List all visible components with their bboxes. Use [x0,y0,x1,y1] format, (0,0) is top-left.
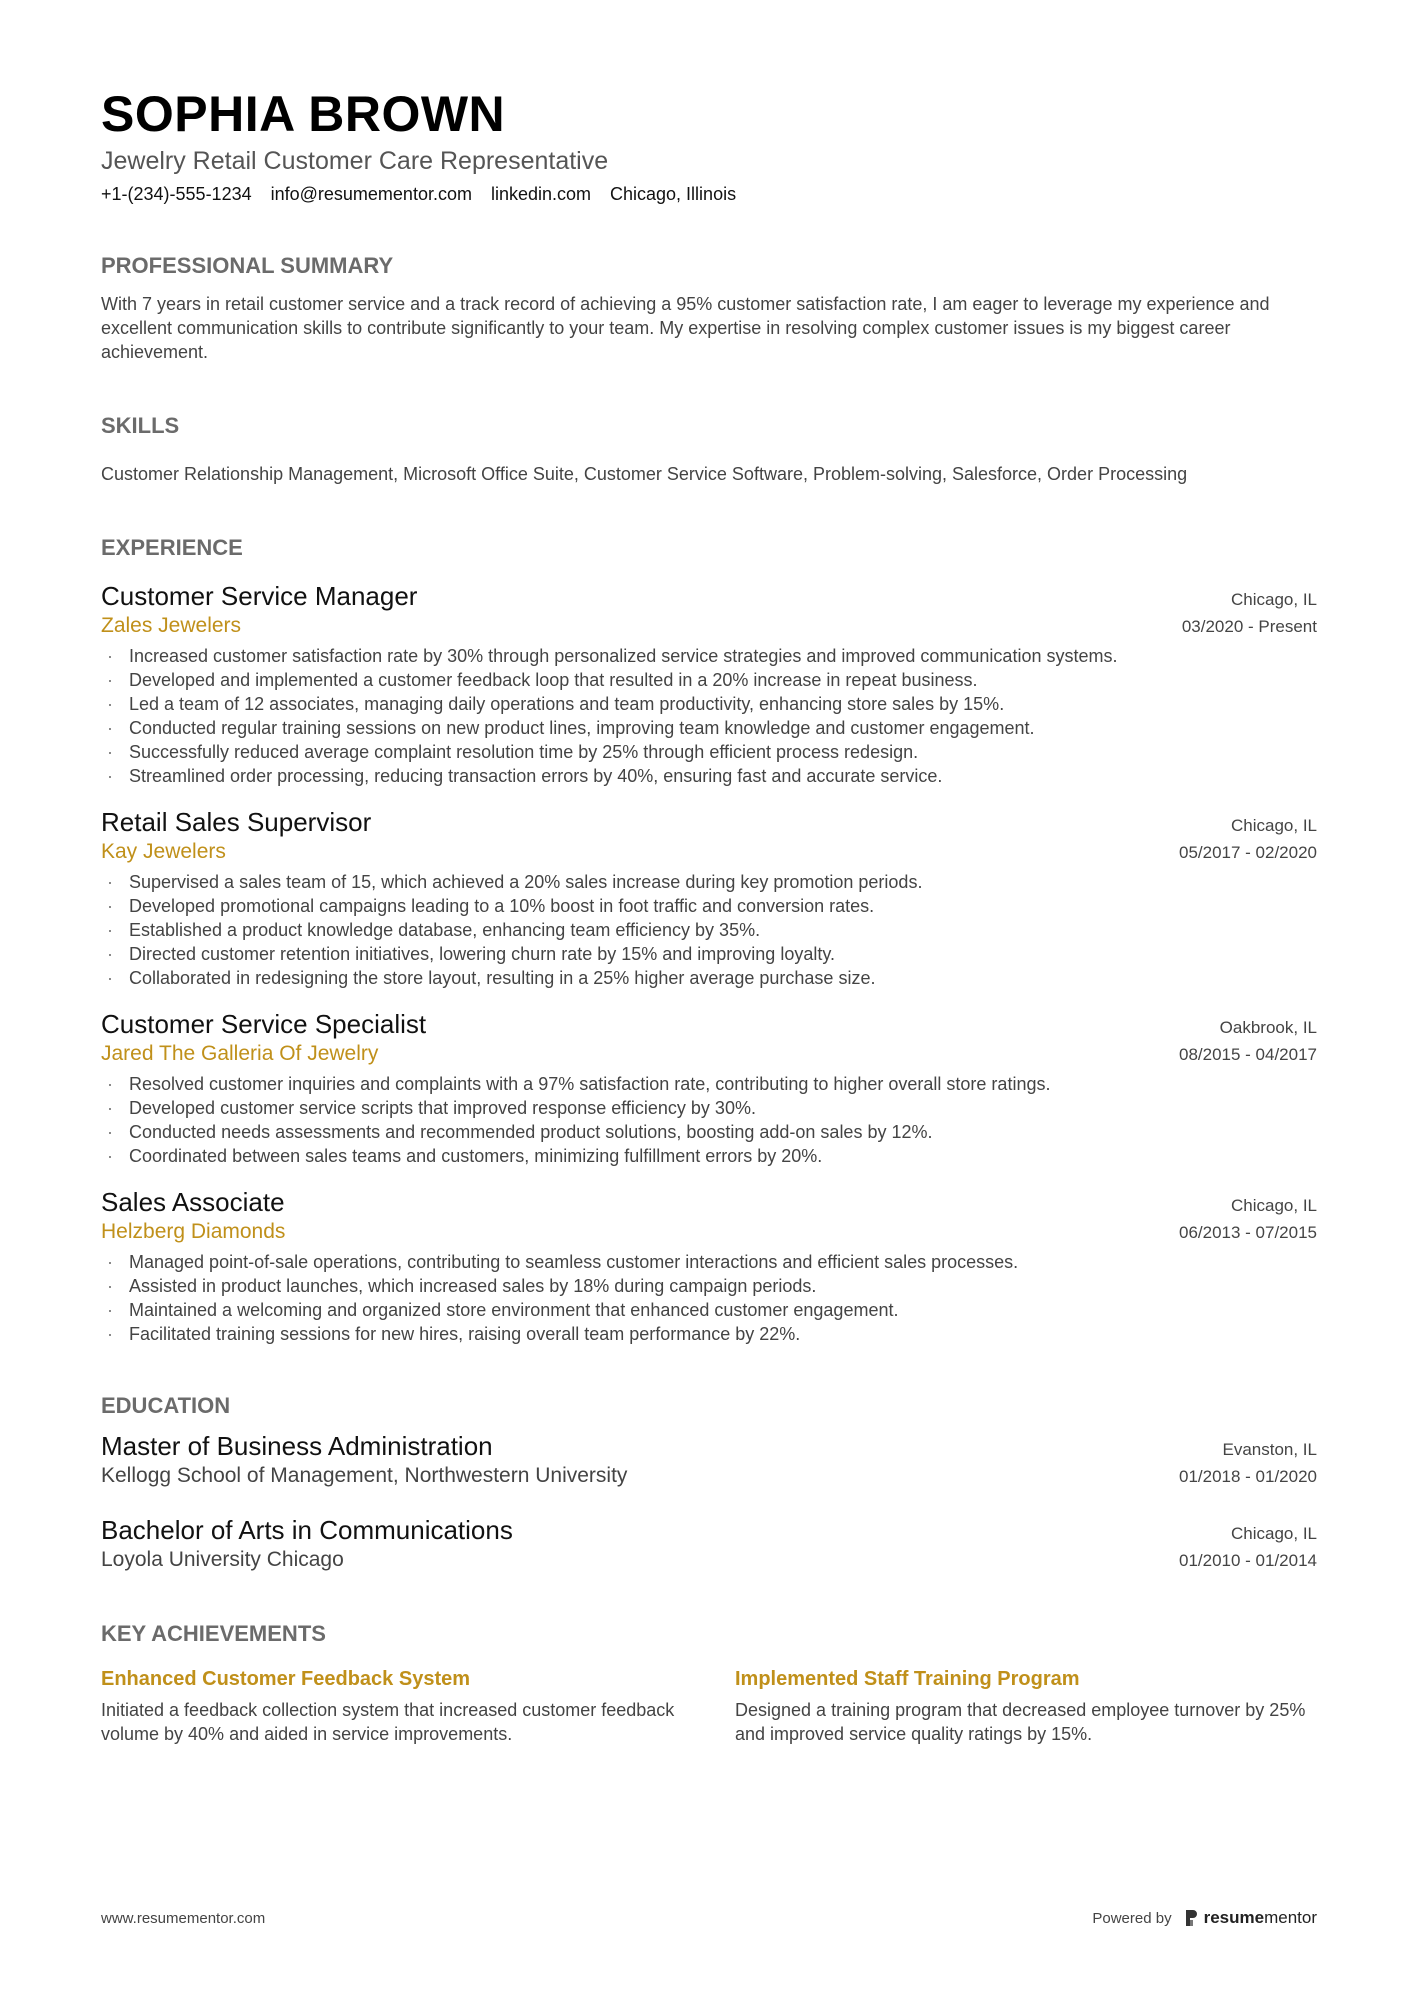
section-title: EXPERIENCE [101,535,243,560]
bullet-icon: · [107,1276,113,1296]
achievement-item [735,1666,1317,1746]
achievement-desc: Initiated a feedback collection system that increased customer feedback volume by 40% and aided in service improvements. [101,1700,675,1744]
list-item: · Resolved customer inquiries and complaints with a 97% satisfaction rate, contributing to higher overall store ratings. [107,1074,1051,1094]
candidate-headline: Jewelry Retail Customer Care Representative [101,147,609,175]
contact-bar [101,182,1317,206]
contact-linkedin[interactable]: linkedin.com [490,184,592,204]
experience-section [101,534,1317,1346]
job-location: Chicago, IL [1231,590,1317,609]
job-entry [101,1186,1317,1346]
bullet-icon: · [107,944,113,964]
contact-location: Chicago, Illinois [610,184,737,204]
job-title: Retail Sales Supervisor [101,807,372,837]
education-location: Chicago, IL [1231,1524,1317,1543]
summary-text: With 7 years in retail customer service and a track record of achieving a 95% customer satisfaction rate, I am eager to leverage my experience and excellent communication skills to contribute significantly to your team. My expertise in resolving complex customer issues is my biggest career achievement. [101,294,1270,362]
section-title: EDUCATION [101,1393,231,1418]
job-dates: 05/2017 - 02/2020 [1178,843,1317,862]
job-location: Oakbrook, IL [1219,1018,1317,1037]
achievement-title: Enhanced Customer Feedback System [101,1668,471,1690]
list-item: · Directed customer retention initiatives, lowering churn rate by 15% and improving loyalty. [107,944,835,964]
bullet-icon: · [107,1146,113,1166]
section-title: SKILLS [101,413,180,438]
summary-section [101,252,1317,364]
achievements-section [101,1620,1317,1746]
contact-email[interactable]: info@resumementor.com [270,184,472,204]
bullet-icon: · [107,896,113,916]
achievements-grid [101,1666,1317,1746]
education-entry [101,1514,1317,1574]
job-location: Chicago, IL [1231,816,1317,835]
list-item: · Established a product knowledge database, enhancing team efficiency by 35%. [107,920,761,940]
page-footer [101,1908,1317,1928]
powered-by [1092,1908,1317,1928]
resumementor-logo-icon [1184,1908,1198,1928]
candidate-name: SOPHIA BROWN [101,86,506,142]
education-dates: 01/2018 - 01/2020 [1178,1467,1317,1486]
school-name: Kellogg School of Management, Northwestern University [101,1464,628,1487]
brand-logo-link[interactable] [1184,1908,1317,1928]
brand-name-bold: resume [1203,1908,1265,1927]
resume-page [101,84,1317,1746]
job-title: Sales Associate [101,1187,285,1217]
bullet-icon: · [107,1324,113,1344]
job-bullets [101,870,1317,990]
list-item: · Successfully reduced average complaint resolution time by 25% through efficient process redesign. [107,742,919,762]
list-item: · Collaborated in redesigning the store layout, resulting in a 25% higher average purchase size. [107,968,876,988]
list-item: · Conducted needs assessments and recommended product solutions, boosting add-on sales by 12%. [107,1122,933,1142]
bullet-icon: · [107,872,113,892]
footer-website-link[interactable]: www.resumementor.com [101,1909,266,1927]
job-company: Zales Jewelers [101,614,242,637]
job-bullets [101,1250,1317,1346]
bullet-icon: · [107,920,113,940]
education-dates: 01/2010 - 01/2014 [1178,1551,1317,1570]
list-item: · Developed customer service scripts that improved response efficiency by 30%. [107,1098,756,1118]
job-location: Chicago, IL [1231,1196,1317,1215]
bullet-icon: · [107,1098,113,1118]
list-item: · Supervised a sales team of 15, which achieved a 20% sales increase during key promotion periods. [107,872,923,892]
bullet-icon: · [107,1122,113,1142]
job-dates: 08/2015 - 04/2017 [1178,1045,1317,1064]
contact-phone[interactable]: +1-(234)-555-1234 [101,184,252,204]
bullet-icon: · [107,1074,113,1094]
education-section [101,1392,1317,1574]
bullet-icon: · [107,968,113,988]
powered-by-label: Powered by [1092,1909,1172,1927]
list-item: · Managed point-of-sale operations, contributing to seamless customer interactions and efficient sales processes. [107,1252,1019,1272]
bullet-icon: · [107,1300,113,1320]
job-bullets [101,1072,1317,1168]
list-item: · Increased customer satisfaction rate by 30% through personalized service strategies and improved communication systems. [107,646,1118,666]
bullet-icon: · [107,718,113,738]
degree-title: Master of Business Administration [101,1431,493,1461]
job-company: Helzberg Diamonds [101,1220,286,1243]
achievement-title: Implemented Staff Training Program [735,1668,1080,1690]
list-item: · Facilitated training sessions for new hires, raising overall team performance by 22%. [107,1324,801,1344]
bullet-icon: · [107,742,113,762]
degree-title: Bachelor of Arts in Communications [101,1515,513,1545]
job-entry [101,806,1317,990]
job-dates: 06/2013 - 07/2015 [1178,1223,1317,1242]
education-location: Evanston, IL [1222,1440,1317,1459]
list-item: · Assisted in product launches, which increased sales by 18% during campaign periods. [107,1276,817,1296]
job-company: Jared The Galleria Of Jewelry [101,1042,379,1065]
job-entry [101,1008,1317,1168]
list-item: · Developed promotional campaigns leading to a 10% boost in foot traffic and conversion rates. [107,896,875,916]
achievement-item [101,1666,683,1746]
list-item: · Led a team of 12 associates, managing daily operations and team productivity, enhancing store sales by 15%. [107,694,1005,714]
list-item: · Coordinated between sales teams and customers, minimizing fulfillment errors by 20%. [107,1146,823,1166]
section-title: KEY ACHIEVEMENTS [101,1621,326,1646]
skills-section [101,412,1317,486]
list-item: · Conducted regular training sessions on new product lines, improving team knowledge and customer engagement. [107,718,1035,738]
job-title: Customer Service Specialist [101,1009,427,1039]
bullet-icon: · [107,766,113,786]
bullet-icon: · [107,646,113,666]
section-title: PROFESSIONAL SUMMARY [101,253,394,278]
job-entry [101,580,1317,788]
bullet-icon: · [107,1252,113,1272]
list-item: · Developed and implemented a customer feedback loop that resulted in a 20% increase in repeat business. [107,670,978,690]
skills-text: Customer Relationship Management, Microsoft Office Suite, Customer Service Software, Problem-solving, Salesforce, Order Processing [101,464,1188,484]
list-item: · Streamlined order processing, reducing transaction errors by 40%, ensuring fast and accurate service. [107,766,943,786]
job-dates: 03/2020 - Present [1181,617,1317,636]
education-entry [101,1430,1317,1490]
job-bullets [101,644,1317,788]
achievement-desc: Designed a training program that decreased employee turnover by 25% and improved service quality ratings by 15%. [735,1700,1306,1744]
bullet-icon: · [107,694,113,714]
job-title: Customer Service Manager [101,581,418,611]
job-company: Kay Jewelers [101,840,226,863]
list-item: · Maintained a welcoming and organized store environment that enhanced customer engagement. [107,1300,899,1320]
brand-name-rest: mentor [1264,1908,1317,1927]
school-name: Loyola University Chicago [101,1548,344,1571]
bullet-icon: · [107,670,113,690]
